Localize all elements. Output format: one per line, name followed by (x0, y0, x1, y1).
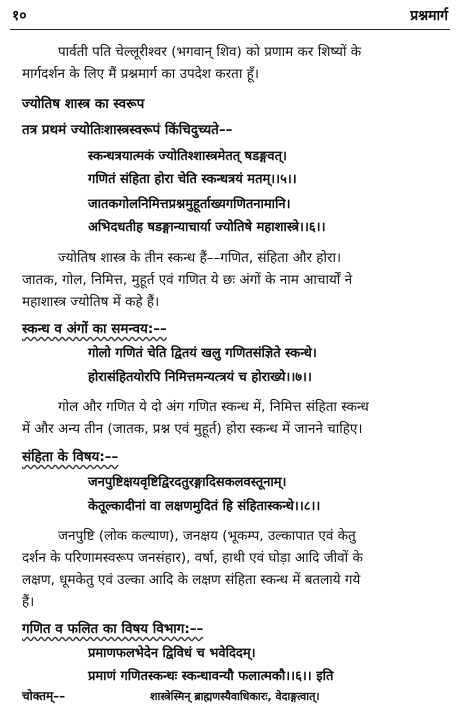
intro-line: पार्वती पति चेल्लूरीश्वर (भगवान् शिव) को प्रणाम कर शिष्यों के (58, 44, 362, 60)
paragraph-line: गोल और गणित ये दो अंग गणित स्कन्ध में, निमित्त संहिता स्कन्ध (58, 399, 369, 415)
section-heading: संहिता के विषय:–– (22, 449, 119, 465)
verse-line: गोलो गणितं चेति द्वितयं खलु गणितसंज्ञिते स्कन्धे। (88, 346, 317, 361)
verse-line: जनपुष्टिक्षयवृष्टिद्विरदतुरङ्गादिसकलवस्तूनाम्। (88, 475, 287, 490)
page-number: १० (12, 8, 27, 24)
section-heading: ज्योतिष शास्त्र का स्वरूप (22, 96, 145, 112)
verse-line: जातकगोलनिमित्तप्रश्नमुहूर्ताख्यगणितनामानि। (88, 197, 291, 212)
paragraph-line: जातक, गोल, निमित्त, मुहूर्त एवं गणित ये छः अंगों के नाम आचार्यों ने (22, 272, 353, 288)
sanskrit-heading: तत्र प्रथमं ज्योतिःशास्त्रस्वरूपं किंचिदुच्यते–– (22, 122, 233, 138)
verse-line: शास्त्रेस्मिन् ब्राह्मणस्यैवाधिकारः, वेदाङ्गत्वात्। (150, 690, 320, 703)
verse-line: प्रमाणं गणितस्कन्धः स्कन्धावन्यौ फलात्मकौ।।६।। इति (88, 669, 334, 684)
paragraph-line: दर्शन के परिणामस्वरूप जनसंहार), वर्षा, हाथी एवं घोड़ा आदि जीवों के (22, 550, 363, 566)
paragraph-line: हैं। (22, 594, 35, 610)
paragraph-line: जनपुष्टि (लोक कल्याण), जनक्षय (भूकम्प, उल्कापात एवं केतु (58, 528, 356, 544)
intro-line: मार्गदर्शन के लिए मैं प्रश्नमार्ग का उपदेश करता हूँ। (22, 66, 259, 82)
running-title: प्रश्नमार्ग (410, 8, 448, 24)
verse-line: प्रमाणफलभेदेन द्विविधं च भवेदिदम्। (88, 646, 256, 661)
paragraph-line: ज्योतिष शास्त्र के तीन स्कन्ध हैं––गणित, संहिता और होरा। (58, 250, 342, 266)
verse-line: स्कन्धत्रयात्मकं ज्योतिश्शास्त्रमेतत् षडङ्गवत्। (88, 149, 287, 164)
paragraph-line: लक्षण, धूमकेतु एवं उल्का आदि के लक्षण संहिता स्कन्ध में बतलाये गये (22, 572, 361, 588)
section-heading: चोक्तम्–– (22, 689, 66, 703)
verse-line: केतूल्कादीनां वा लक्षणमुदितं हि संहितास्कन्धे।।८।। (88, 499, 321, 514)
paragraph-line: में और अन्य तीन (जातक, प्रश्न एवं मुहूर्त) होरा स्कन्ध में जानने चाहिए। (22, 421, 363, 437)
verse-line: अभिदधतीह षडङ्गान्याचार्या ज्योतिषे महाशास्त्रे।।६।। (88, 220, 326, 235)
verse-line: होरासंहितयोरपि निमित्तमन्यत्त्रयं च होराख्ये।।७।। (88, 370, 312, 385)
section-heading: गणित व फलित का विषय विभाग:–– (22, 621, 204, 637)
verse-line: गणितं संहिता होरा चेति स्कन्धत्रयं मतम्।।५।। (88, 172, 297, 187)
header-rule (10, 29, 450, 30)
section-heading: स्कन्ध व अंगों का समन्वय:–– (22, 321, 167, 337)
paragraph-line: महाशास्त्र ज्योतिष में कहे हैं। (22, 294, 160, 310)
